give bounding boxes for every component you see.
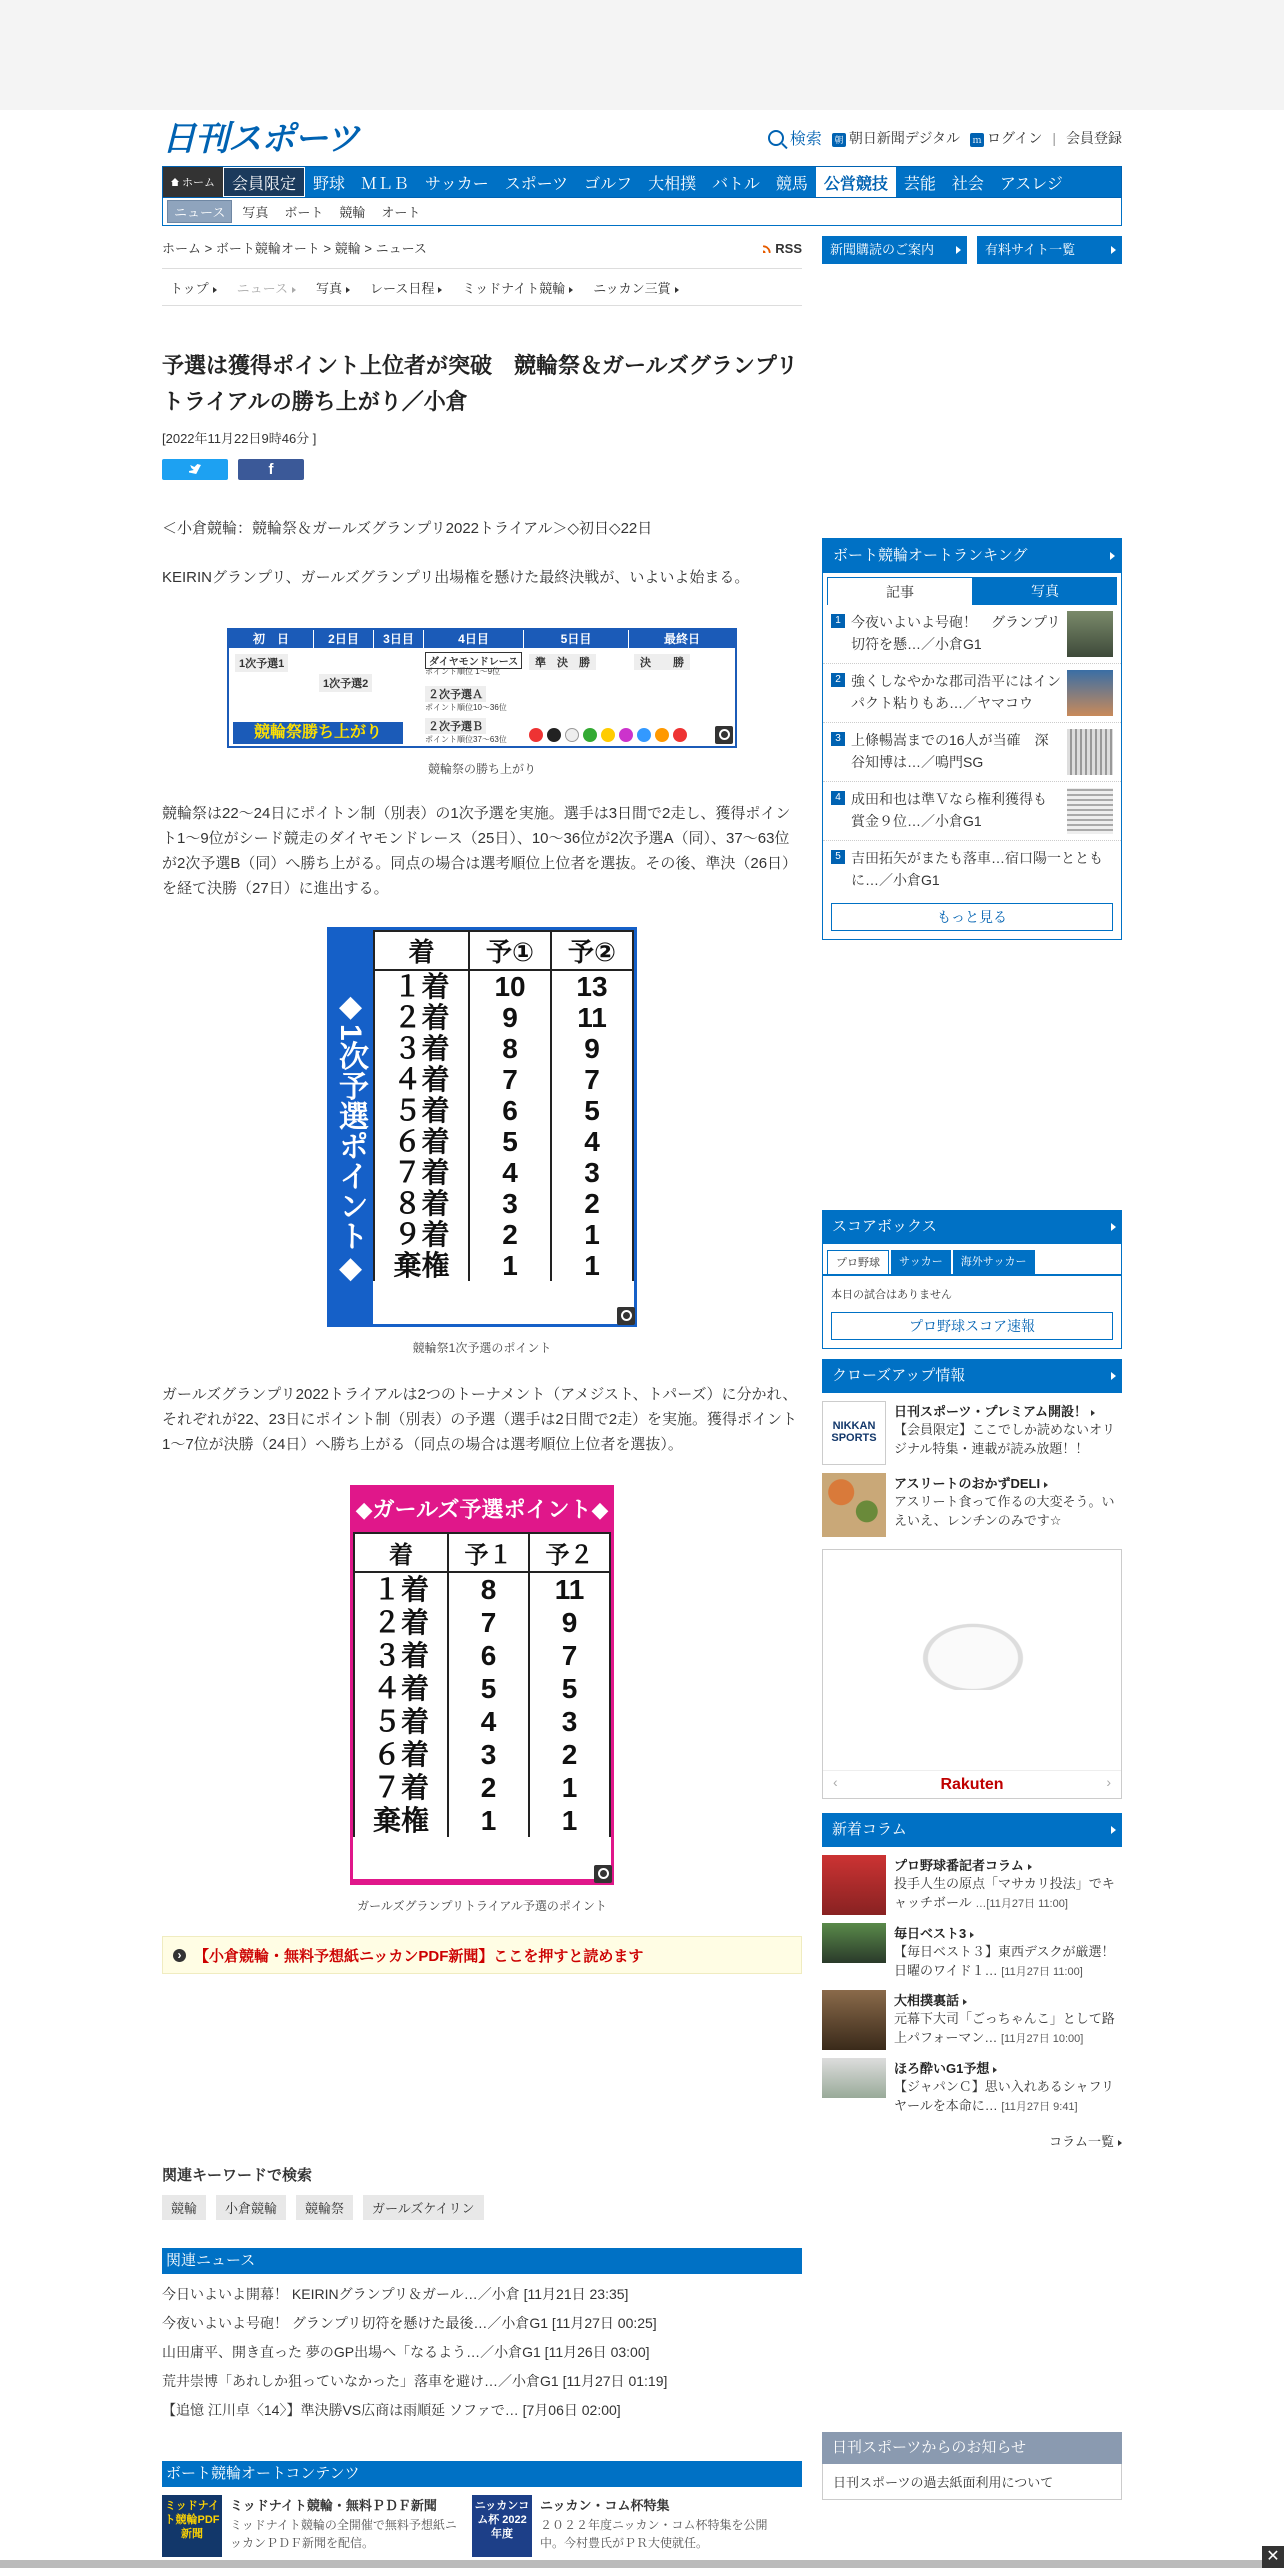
table-cell: 2 [448, 1771, 529, 1804]
related-news-item[interactable]: 今夜いよいよ号砲！ グランプリ切符を懸けた最後…／小倉G1 [11月27日 00:25] [162, 2315, 657, 2331]
top-ad-band [0, 0, 1284, 110]
table-row [374, 1033, 633, 1064]
round-2a: ２次予選Ａ [425, 686, 486, 702]
nav-soccer[interactable]: サッカー [425, 175, 489, 193]
tab-news[interactable]: ニュース [229, 278, 304, 297]
cyclist-icon [601, 728, 615, 742]
ranking-list [823, 605, 1121, 897]
rank-thumbnail [1067, 729, 1113, 775]
nav-members[interactable]: 会員限定 [223, 167, 305, 197]
table-cell: 3 [448, 1738, 529, 1771]
closeup-thumbnail: NIKKAN SPORTS [822, 1401, 886, 1465]
article-paragraph: ガールズグランプリ2022トライアルは2つのトーナメント（アメジスト、トパーズ）に分かれ、それぞれが22、23日にポイント制（別表）の予選（選手は2日間で2走）を実施。獲得ポイント1～7位が決勝（24日）へ勝ち上がる（同点の場合は選考順位上位者を選抜）。 [162, 1386, 798, 1453]
table-cell: 7 [551, 1064, 633, 1095]
nav-baseball[interactable]: 野球 [313, 175, 346, 193]
sidebar-buttons [822, 236, 1122, 264]
breadcrumb [162, 236, 802, 262]
table-cell: ２着 [354, 1606, 448, 1639]
asahi-icon: 朝 [832, 133, 846, 147]
column-text: 【毎日ベスト３】東西デスクが厳選！日曜のワイド１… [894, 1944, 1115, 1978]
related-news-item[interactable]: 今日いよいよ開幕！ KEIRINグランプリ＆ガール…／小倉 [11月21日 23:35] [162, 2286, 629, 2302]
cyclist-icon [619, 728, 633, 742]
columns-section [822, 1813, 1122, 2150]
nav-society[interactable]: 社会 [951, 175, 984, 193]
related-news-list [162, 2280, 802, 2425]
subnav-keirin[interactable]: 競輪 [339, 205, 366, 220]
day-label: 3日目 [374, 630, 424, 648]
rank-number: 5 [831, 850, 845, 864]
tab-midnight[interactable]: ミッドナイト競輪 [454, 278, 581, 297]
diamond-points: ポイント順位 1～9位 [425, 667, 501, 676]
girls-table-image[interactable] [350, 1485, 614, 1885]
rank-text: 成田和也は準Ｖなら権利獲得も 賞金９位…／小倉G1 [851, 791, 1061, 829]
ranking-heading[interactable]: ボート競輪オートランキング [823, 539, 1121, 573]
header-links [768, 126, 1122, 149]
figure-girls-table [350, 1485, 614, 1914]
closeup-text: アスリート食って作るの大変そう。いえいえ、レンチンのみです☆ [894, 1494, 1115, 1528]
column-item[interactable] [822, 1855, 1122, 1915]
table-cell: 9 [551, 1033, 633, 1064]
table-cell: １着 [374, 970, 469, 1002]
column-title: 大相撲裏話 [894, 1990, 1122, 2009]
score-report-button[interactable]: プロ野球スコア速報 [831, 1312, 1113, 1340]
points-table-image[interactable] [327, 927, 637, 1327]
girls-table-body [353, 1532, 611, 1879]
closeup-thumbnail [822, 1473, 886, 1537]
advertisement[interactable] [822, 1549, 1122, 1799]
cyclist-icon [529, 728, 543, 742]
figure-caption: 競輪祭1次予選のポイント [412, 1341, 552, 1355]
breadcrumb-boat[interactable]: ボート競輪オート [215, 241, 320, 256]
rss-link[interactable]: RSS [763, 236, 802, 262]
paid-sites-button[interactable]: 有料サイト一覧 [977, 236, 1122, 264]
content-thumb: ニッカンコム杯 2022年度 [472, 2495, 532, 2557]
figure-bracket [227, 628, 737, 777]
table-cell: 5 [551, 1095, 633, 1126]
ranking-item[interactable] [823, 782, 1121, 841]
table-cell: ４着 [354, 1672, 448, 1705]
login-icon: ｍ [970, 133, 984, 147]
ranking-item[interactable] [823, 605, 1121, 664]
table-row [354, 1738, 610, 1771]
notice-text[interactable]: 日刊スポーツの過去紙面利用について [822, 2464, 1122, 2500]
subnav-news[interactable]: ニュース [167, 200, 232, 223]
ranking-item[interactable] [823, 723, 1121, 782]
rank-number: 1 [831, 614, 845, 628]
table-row [374, 1188, 633, 1219]
table-header: 着 [374, 931, 469, 970]
related-news-item[interactable]: 【追憶 江川卓〈14〉】準決勝VS広商は雨順延 ソファで… [7月06日 02:00] [162, 2402, 621, 2418]
twitter-share-button[interactable] [162, 459, 228, 480]
chevron-right-icon[interactable]: › [1106, 1774, 1111, 1790]
breadcrumb-sep: > [323, 241, 332, 256]
nav-home[interactable]: ホーム [163, 167, 223, 197]
keyword-heading: 関連キーワードで検索 [162, 2167, 313, 2184]
scorebox-note: 本日の試合はありません [831, 1289, 952, 1301]
table-cell: 2 [529, 1738, 610, 1771]
column-timestamp: [11月27日 10:00] [1000, 2033, 1084, 2045]
nav-sports[interactable]: スポーツ [504, 175, 569, 193]
bracket-image[interactable] [227, 628, 737, 748]
table-row [374, 1064, 633, 1095]
subnav-auto[interactable]: オート [381, 205, 421, 220]
table-row [354, 1572, 610, 1606]
table-header: 予１ [448, 1533, 529, 1572]
register-link[interactable]: 会員登録 [1066, 129, 1122, 146]
table-cell: ４着 [374, 1064, 469, 1095]
login-link[interactable]: ｍ ログイン [970, 128, 1042, 148]
day-label: 4日目 [424, 630, 524, 648]
chevron-left-icon[interactable]: ‹ [833, 1774, 838, 1790]
table-header: 予① [469, 931, 551, 970]
scorebox-body [822, 1244, 1122, 1349]
day-label: 初 日 [229, 630, 314, 648]
sub-nav [162, 198, 1122, 226]
search-button[interactable]: 検索 [768, 126, 822, 149]
nav-mlb[interactable]: ＭＬＢ [361, 175, 410, 193]
tab-photo[interactable]: 写真 [308, 278, 358, 297]
column-thumbnail [822, 2058, 886, 2098]
table-header: 着 [354, 1533, 448, 1572]
table-cell: 棄権 [354, 1804, 448, 1837]
round-2b: ２次予選Ｂ [425, 718, 486, 734]
table-cell: ６着 [354, 1738, 448, 1771]
table-cell: 3 [469, 1188, 551, 1219]
table-header: 予② [551, 931, 633, 970]
notice-heading: 日刊スポーツからのお知らせ [822, 2432, 1122, 2464]
closeup-item[interactable] [822, 1473, 1122, 1537]
column-list-link[interactable]: コラム一覧 [822, 2131, 1122, 2150]
breadcrumb-news: ニュース [375, 241, 427, 256]
table-cell: 3 [551, 1157, 633, 1188]
table-cell: ３着 [354, 1639, 448, 1672]
table-cell: 7 [529, 1639, 610, 1672]
nav-golf[interactable]: ゴルフ [584, 175, 633, 193]
contents-list [162, 2495, 802, 2557]
cyclist-icon [673, 728, 687, 742]
table-cell: 1 [551, 1219, 633, 1250]
table-cell: ５着 [354, 1705, 448, 1738]
rank-number: 2 [831, 673, 845, 687]
tab-photos[interactable]: 写真 [973, 577, 1117, 605]
semi-final: 準 決 勝 [529, 654, 596, 670]
table-cell: 9 [469, 1002, 551, 1033]
content-title: ミッドナイト競輪・無料ＰＤＦ新聞 [230, 2498, 437, 2513]
table-cell: 2 [469, 1219, 551, 1250]
scorebox [822, 1210, 1122, 1349]
table-cell: 5 [469, 1126, 551, 1157]
figure-caption: ガールズグランプリトライアル予選のポイント [357, 1899, 607, 1913]
table-cell: ５着 [374, 1095, 469, 1126]
table-cell: 7 [448, 1606, 529, 1639]
related-news-heading: 関連ニュース [162, 2248, 802, 2274]
table-cell: 1 [469, 1250, 551, 1281]
closeup-heading: クローズアップ情報 [822, 1359, 1122, 1393]
cyclist-icon [583, 728, 597, 742]
girls-table-title: ◆ガールズ予選ポイント◆ [355, 1497, 609, 1522]
breadcrumb-sep: > [364, 241, 372, 256]
zoom-icon[interactable] [617, 1307, 635, 1325]
main-nav [162, 166, 1122, 198]
table-cell: 7 [469, 1064, 551, 1095]
facebook-share-button[interactable]: f [238, 459, 304, 480]
cyclist-icon [547, 728, 561, 742]
rank-number: 4 [831, 791, 845, 805]
table-cell: 4 [551, 1126, 633, 1157]
points-table [373, 930, 634, 1324]
header [162, 110, 1122, 166]
table-cell: 5 [529, 1672, 610, 1705]
table1-grid [373, 930, 634, 1281]
nav-sumo[interactable]: 大相撲 [648, 175, 697, 193]
cyclist-icon [637, 728, 651, 742]
subnav-photo[interactable]: 写真 [242, 205, 269, 220]
table-row [374, 1126, 633, 1157]
table-cell: 10 [469, 970, 551, 1002]
day-label: 最終日 [663, 632, 700, 646]
column-timestamp: [11月27日 9:41] [1001, 2101, 1078, 2113]
table-cell: 1 [529, 1771, 610, 1804]
tab-pro-baseball[interactable]: プロ野球 [827, 1250, 889, 1274]
keyword-tag[interactable]: 競輪祭 [296, 2195, 353, 2220]
figure-points-table [327, 927, 637, 1356]
content-thumb: ミッドナイト競輪PDF新聞 [162, 2495, 222, 2557]
ranking-item[interactable] [823, 841, 1121, 897]
table-cell: 11 [551, 1002, 633, 1033]
closeup-item[interactable] [822, 1401, 1122, 1465]
column-timestamp: …[11月27日 11:00] [975, 1898, 1068, 1910]
content-text: ミッドナイト競輪の全開催で無料予想紙ニッカンＰＤＦ新聞を配信。 [230, 2518, 457, 2550]
keyword-tag[interactable]: ガールズケイリン [363, 2195, 483, 2220]
article-date: [2022年11月22日9時46分 ] [162, 431, 317, 446]
rank-text: 今夜いよいよ号砲！ グランプリ切符を懸…／小倉G1 [851, 614, 1061, 652]
column-thumbnail [822, 1855, 886, 1915]
round-2a-points: ポイント順位10～36位 [425, 703, 507, 712]
article-title: 予選は獲得ポイント上位者が突破 競輪祭＆ガールズグランプリトライアルの勝ち上がり／小倉 [162, 353, 799, 414]
table-cell: 3 [529, 1705, 610, 1738]
nav-public-racing[interactable]: 公営競技 [816, 167, 896, 197]
table-cell: ７着 [354, 1771, 448, 1804]
header-separator: | [1052, 129, 1056, 146]
ad-product-image [903, 1610, 1043, 1690]
cyclist-icon [655, 728, 669, 742]
table-cell: 6 [469, 1095, 551, 1126]
article-paragraph: 競輪祭は22～24日にポイトン制（別表）の1次予選を実施。選手は3日間で2走し、獲得ポイント1～9位がシード競走のダイヤモンドレース（25日）、10～36位が2次予選A（同）、37～63位が2次予選B（同）へ勝ち上がる。同点の場合は選考順位上位者を選抜。その後、準決（26日）を経て決勝（27日）に進出する。 [162, 805, 798, 897]
points-table-body [373, 930, 634, 1281]
bracket-days [229, 630, 735, 648]
rank-number: 3 [831, 732, 845, 746]
scorebox-tabs [823, 1244, 1121, 1276]
table-row [374, 970, 633, 1002]
column-thumbnail [822, 1990, 886, 2050]
tab-articles[interactable]: 記事 [827, 577, 973, 605]
tab-schedule[interactable]: レース日程 [362, 278, 450, 297]
tab-nikkan-award[interactable]: ニッカン三賞 [585, 278, 686, 297]
asahi-link[interactable]: 朝 朝日新聞デジタル [832, 128, 960, 148]
article-lead: ＜小倉競輪：競輪祭＆ガールズグランプリ2022トライアル＞◇初日◇22日 [162, 520, 653, 537]
site-logo[interactable]: 日刊スポーツ [162, 119, 359, 159]
table-row [374, 1157, 633, 1188]
breadcrumb-home[interactable]: ホーム [162, 241, 202, 256]
column-title: 毎日ベスト3 [894, 1923, 1122, 1942]
day-label: 5日目 [524, 630, 629, 648]
content-title: ニッカン・コム杯特集 [540, 2498, 670, 2513]
column-item[interactable] [822, 1990, 1122, 2050]
table-cell: 5 [448, 1672, 529, 1705]
table-cell: ８着 [374, 1188, 469, 1219]
columns-heading[interactable]: 新着コラム [822, 1813, 1122, 1847]
table-cell: ９着 [374, 1219, 469, 1250]
rank-text: 吉田拓矢がまたも落車…宿口陽一とともに…／小倉G1 [851, 850, 1103, 888]
table-row [374, 1002, 633, 1033]
round-2: 1次予選2 [319, 674, 372, 692]
close-icon[interactable]: ✕ [1262, 2546, 1284, 2568]
nav-entertainment[interactable]: 芸能 [903, 175, 936, 193]
related-news-item[interactable]: 山田庸平、開き直った 夢のGP出場へ「なるよう…／小倉G1 [11月26日 03:00] [162, 2344, 650, 2360]
round-2b-points: ポイント順位37～63位 [425, 735, 507, 744]
column-item[interactable] [822, 1923, 1122, 1982]
subscribe-button[interactable]: 新聞購読のご案内 [822, 236, 967, 264]
table-cell: ３着 [374, 1033, 469, 1064]
table-row [354, 1771, 610, 1804]
ad-brand: Rakuten [823, 1770, 1121, 1798]
page-wrapper [162, 110, 1122, 2550]
closeup-title: アスリートのおかずDELI [894, 1473, 1122, 1492]
points-table-side-label: ◆1次予選ポイント◆ [334, 988, 367, 1286]
table-cell: 4 [448, 1705, 529, 1738]
bottom-bar [0, 2560, 1284, 2568]
column-title: プロ野球番記者コラム [894, 1855, 1122, 1874]
table-row [354, 1672, 610, 1705]
table-cell: 11 [529, 1572, 610, 1606]
table-cell: ７着 [374, 1157, 469, 1188]
table-row [354, 1639, 610, 1672]
column-text: 元幕下大司「ごっちゃんこ」として路上パフォーマン… [894, 2011, 1115, 2045]
breadcrumb-keirin[interactable]: 競輪 [334, 241, 361, 256]
closeup-text: 【会員限定】ここでしか読めないオリジナル特集・連載が読み放題！！ [894, 1422, 1116, 1456]
rank-thumbnail [1067, 611, 1113, 657]
column-text: 【ジャパンＣ】思い入れあるシャフリヤールを本命に… [894, 2079, 1114, 2113]
ranking-box [822, 538, 1122, 940]
nav-keiba[interactable]: 競馬 [775, 175, 808, 193]
table-cell: 8 [448, 1572, 529, 1606]
column-item[interactable] [822, 2058, 1122, 2117]
cyclist-icon [565, 728, 579, 742]
keyword-list [162, 2195, 802, 2220]
keyword-tag[interactable]: 小倉競輪 [216, 2195, 286, 2220]
rank-text: 強くしなやかな郡司浩平にはインパクト粘りもあ…／ヤマコウ [851, 673, 1061, 711]
table-cell: 4 [469, 1157, 551, 1188]
tab-soccer[interactable]: サッカー [891, 1250, 951, 1274]
rank-text: 上條暢嵩までの16人が当確 深谷知博は…／鳴門SG [851, 732, 1049, 770]
table-row [374, 1095, 633, 1126]
table2-grid [353, 1532, 611, 1837]
table-row [354, 1705, 610, 1738]
article-paragraph: KEIRINグランプリ、ガールズグランプリ出場権を懸けた最終決戦が、いよいよ始まる。 [162, 569, 750, 586]
table-cell: 8 [469, 1033, 551, 1064]
nav-athlete[interactable]: アスレジ [999, 175, 1063, 193]
table-cell: 13 [551, 970, 633, 1002]
diamond-race: ダイヤモンドレース [425, 652, 522, 669]
content-item[interactable] [162, 2495, 462, 2557]
table-row [374, 1250, 633, 1281]
table-cell: ２着 [374, 1002, 469, 1033]
table-header: 予２ [529, 1533, 610, 1572]
day-label: 2日目 [314, 630, 374, 648]
tab-top[interactable]: トップ [162, 278, 225, 297]
scorebox-heading: スコアボックス [822, 1210, 1122, 1244]
breadcrumb-sep: > [204, 241, 213, 256]
share-buttons [162, 459, 802, 480]
zoom-icon[interactable] [715, 726, 733, 744]
closeup-title: 日刊スポーツ・プレミアム開設！ [894, 1401, 1122, 1420]
main-column [162, 236, 802, 2557]
final: 決 勝 [634, 654, 690, 670]
column-text: 投手人生の原点「マサカリ投法」でキャッチボール [894, 1876, 1115, 1910]
figure-caption: 競輪祭の勝ち上がり [427, 762, 536, 776]
related-news-item[interactable]: 荒井崇博「あれしか狙っていなかった」落車を避け…／小倉G1 [11月27日 01:19] [162, 2373, 668, 2389]
column-timestamp: [11月27日 11:00] [1001, 1966, 1083, 1978]
table-cell: 棄権 [374, 1250, 469, 1281]
table-cell: 9 [529, 1606, 610, 1639]
ranking-tabs [823, 573, 1121, 605]
nav-battle[interactable]: バトル [712, 175, 760, 193]
table-cell: 6 [448, 1639, 529, 1672]
closeup-section [822, 1359, 1122, 1537]
zoom-icon[interactable] [594, 1865, 612, 1883]
contents-heading: ボート競輪オートコンテンツ [162, 2461, 802, 2487]
ranking-more-button[interactable]: もっと見る [831, 903, 1113, 931]
table-cell: 2 [551, 1188, 633, 1219]
table-cell: 1 [529, 1804, 610, 1837]
subnav-boat[interactable]: ボート [284, 205, 324, 220]
rank-thumbnail [1067, 788, 1113, 834]
column-title: ほろ酔いG1予想 [894, 2058, 1122, 2077]
sidebar [822, 236, 1122, 2500]
table-cell: 1 [551, 1250, 633, 1281]
table-cell: １着 [354, 1572, 448, 1606]
pdf-newspaper-link[interactable]: › 【小倉競輪・無料予想紙ニッカンPDF新聞】ここを押すと読めます [162, 1936, 802, 1974]
bracket-banner: 競輪祭勝ち上がり [233, 722, 403, 744]
table-cell: ６着 [374, 1126, 469, 1157]
column-thumbnail [822, 1923, 886, 1963]
content-text: ２０２２年度ニッカン・コム杯特集を公開中。今村豊氏がＰＲ大使就任。 [540, 2518, 768, 2550]
table-row [354, 1804, 610, 1837]
notice-section [822, 2432, 1122, 2500]
table-row [374, 1219, 633, 1250]
round-1: 1次予選1 [235, 654, 288, 672]
rank-thumbnail [1067, 670, 1113, 716]
cyclists-illustration [529, 702, 699, 742]
search-icon [768, 130, 784, 146]
table-row [354, 1606, 610, 1639]
content-item[interactable] [472, 2495, 772, 2557]
table-cell: 1 [448, 1804, 529, 1837]
tab-overseas-soccer[interactable]: 海外サッカー [953, 1250, 1035, 1274]
keyword-tag[interactable]: 競輪 [162, 2195, 206, 2220]
section-tabs [162, 268, 802, 306]
ranking-item[interactable] [823, 664, 1121, 723]
